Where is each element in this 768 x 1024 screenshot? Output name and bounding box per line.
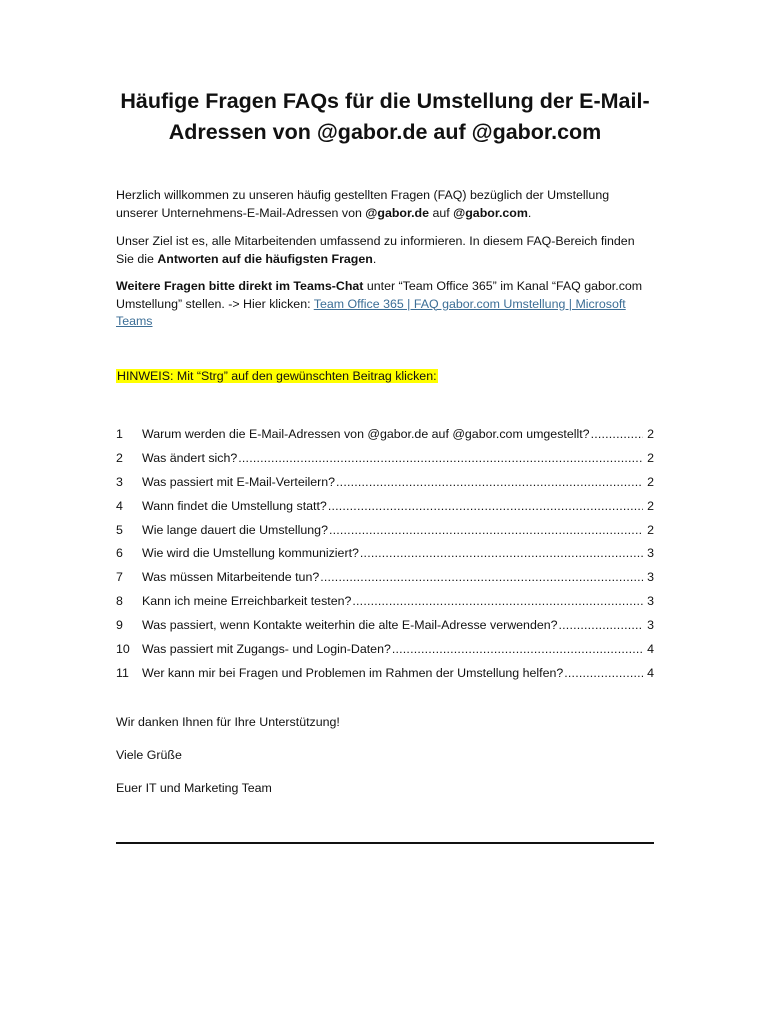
toc-leader-dots (564, 664, 643, 682)
toc-number: 3 (116, 474, 123, 489)
toc-page-number: 2 (647, 450, 654, 465)
toc-entry-5[interactable] (116, 521, 654, 545)
toc-number: 4 (116, 498, 123, 513)
toc-title: Was passiert mit Zugangs- und Login-Daten? (142, 642, 391, 657)
toc-leader-dots (352, 592, 643, 610)
toc-entry-3[interactable] (116, 473, 654, 497)
greeting-text: Viele Grüße (116, 748, 182, 762)
toc-number: 9 (116, 618, 123, 633)
table-of-contents (116, 425, 654, 688)
toc-page-number: 3 (647, 546, 654, 561)
toc-leader-dots (238, 449, 643, 467)
toc-title: Wann findet die Umstellung statt? (142, 498, 327, 513)
horizontal-rule (116, 842, 654, 844)
toc-number: 8 (116, 594, 123, 609)
toc-leader-dots (336, 473, 643, 491)
toc-leader-dots (591, 425, 643, 443)
toc-title: Was passiert, wenn Kontakte weiterhin die alte E-Mail-Adresse verwenden? (142, 618, 558, 633)
toc-entry-10[interactable] (116, 640, 654, 664)
toc-leader-dots (328, 497, 643, 515)
goal-paragraph (116, 233, 654, 268)
toc-leader-dots (392, 640, 643, 658)
toc-title: Wer kann mir bei Fragen und Problemen im Rahmen der Umstellung helfen? (142, 665, 564, 680)
toc-page-number: 3 (647, 570, 654, 585)
goal-text-1: Unser Ziel ist es, alle Mitarbeitenden umfassend zu informieren. In diesem FAQ-Bereich finden Sie die (116, 234, 635, 266)
toc-number: 10 (116, 642, 130, 657)
intro-text-2: auf (429, 205, 454, 220)
toc-entry-6[interactable] (116, 544, 654, 568)
toc-page-number: 2 (647, 427, 654, 441)
toc-page-number: 3 (647, 618, 654, 633)
toc-entry-8[interactable] (116, 592, 654, 616)
intro-paragraph (116, 187, 654, 222)
contact-paragraph (116, 278, 654, 331)
toc-leader-dots (320, 568, 643, 586)
toc-number: 1 (116, 427, 123, 441)
toc-entry-4[interactable] (116, 497, 654, 521)
contact-bold-text: Weitere Fragen bitte direkt im Teams-Chat (116, 279, 364, 293)
toc-entry-7[interactable] (116, 568, 654, 592)
toc-entry-9[interactable] (116, 616, 654, 640)
toc-number: 7 (116, 570, 123, 585)
hint-highlight: HINWEIS: Mit “Strg” auf den gewünschten Beitrag klicken: (117, 369, 437, 383)
toc-entry-11[interactable] (116, 664, 654, 688)
toc-number: 2 (116, 450, 123, 465)
toc-page-number: 2 (647, 498, 654, 513)
toc-title: Was ändert sich? (142, 450, 238, 465)
toc-title: Was müssen Mitarbeitende tun? (142, 570, 320, 585)
signature-text: Euer IT und Marketing Team (116, 781, 272, 795)
toc-title: Wie wird die Umstellung kommuniziert? (142, 546, 359, 561)
toc-title: Wie lange dauert die Umstellung? (142, 522, 328, 537)
thanks-text: Wir danken Ihnen für Ihre Unterstützung! (116, 715, 340, 729)
toc-page-number: 4 (647, 642, 654, 657)
contact-text: unter “Team Office 365” im Kanal “FAQ gabor.com Umstellung” stellen. -> Hier klicken: (116, 279, 643, 311)
toc-title: Was passiert mit E-Mail-Verteilern? (142, 474, 336, 489)
new-domain: @gabor.com (453, 205, 528, 220)
document-title: Häufige Fragen FAQs für die Umstellung der E-Mail-Adressen von @gabor.de auf @gabor.com (120, 89, 650, 144)
toc-leader-dots (360, 544, 643, 562)
teams-channel-link[interactable]: Team Office 365 | FAQ gabor.com Umstellung | Microsoft Teams (116, 296, 626, 328)
intro-text-3: . (527, 205, 532, 220)
toc-title: Kann ich meine Erreichbarkeit testen? (142, 594, 352, 609)
toc-number: 5 (116, 522, 123, 537)
toc-page-number: 3 (647, 594, 654, 609)
toc-entry-2[interactable] (116, 449, 654, 473)
toc-page-number: 2 (647, 474, 654, 489)
toc-entry-1[interactable] (116, 425, 654, 449)
hint-line (116, 368, 438, 385)
toc-page-number: 2 (647, 522, 654, 537)
toc-title: Warum werden die E-Mail-Adressen von @gabor.de auf @gabor.com umgestellt? (142, 427, 590, 441)
toc-number: 6 (116, 546, 123, 561)
intro-text-1: Herzlich willkommen zu unseren häufig gestellten Fragen (FAQ) bezüglich der Umstellung unserer Unternehmens-E-Mail-Adressen von (116, 188, 610, 220)
goal-text-2: . (372, 251, 377, 266)
toc-leader-dots (329, 521, 643, 539)
old-domain: @gabor.de (365, 205, 430, 220)
toc-leader-dots (559, 616, 643, 634)
toc-number: 11 (116, 665, 129, 680)
toc-page-number: 4 (647, 665, 654, 680)
goal-bold-text: Antworten auf die häufigsten Fragen (157, 251, 373, 266)
